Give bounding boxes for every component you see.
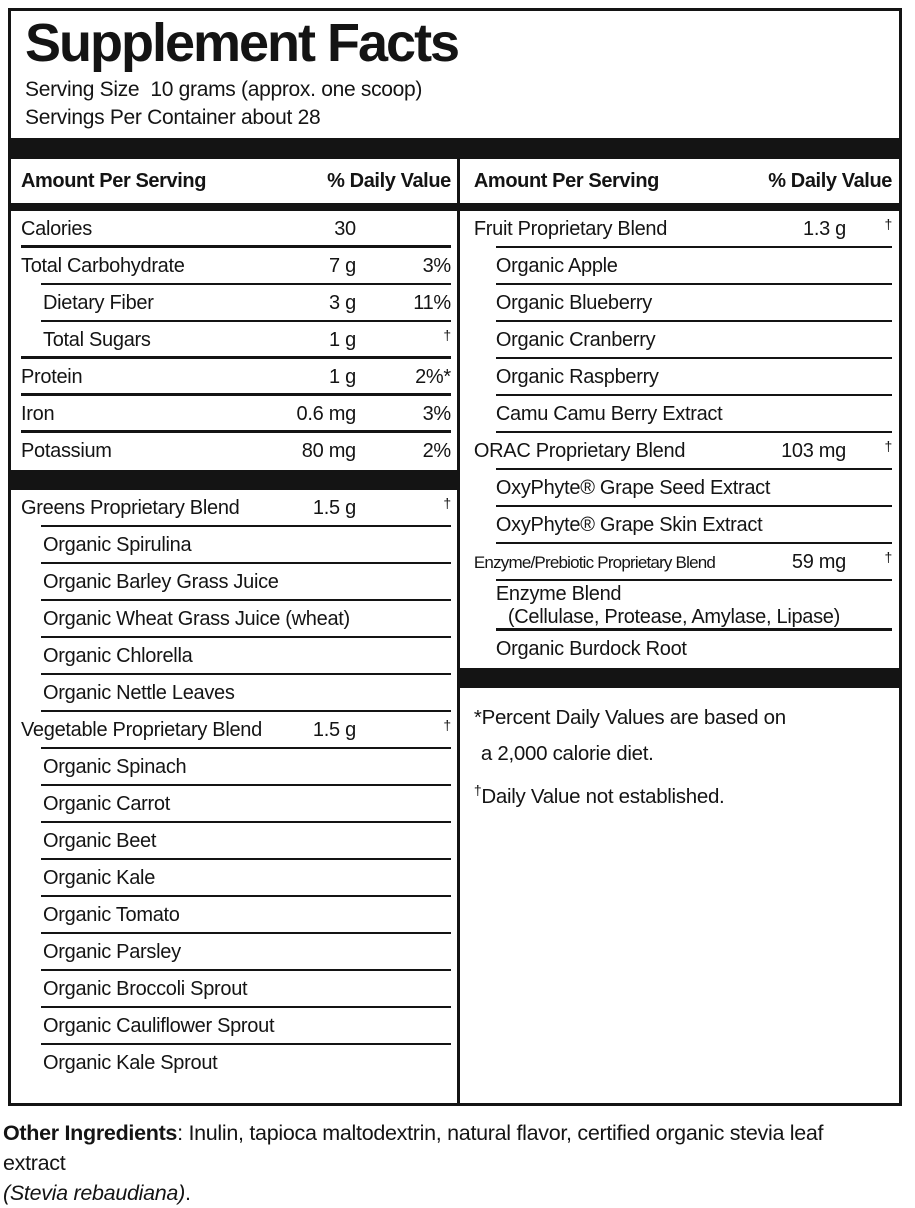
footnote-daily-value-text: Daily Value not established. <box>481 784 725 808</box>
row-dv: 2%* <box>415 366 451 388</box>
nutrient-row <box>11 322 457 359</box>
servings-per-container-line: Servings Per Container about 28 <box>25 106 321 129</box>
row-amount: 80 mg <box>301 440 356 462</box>
row-name: Organic Tomato <box>43 904 180 926</box>
row-name: Organic Chlorella <box>43 645 193 667</box>
nutrient-row <box>11 675 457 712</box>
row-name: Iron <box>21 403 55 425</box>
row-name: Organic Cauliflower Sprout <box>43 1015 275 1037</box>
nutrient-row <box>460 248 899 285</box>
nutrient-row <box>11 786 457 823</box>
row-name: OxyPhyte® Grape Seed Extract <box>495 477 771 499</box>
header-divider-bar <box>460 203 899 211</box>
row-dv: † <box>443 327 451 343</box>
nutrient-row <box>460 581 899 631</box>
page-title: Supplement Facts <box>25 13 459 73</box>
nutrient-row <box>460 359 899 396</box>
row-dv: † <box>884 438 892 454</box>
row-name: Organic Broccoli Sprout <box>43 978 248 1000</box>
row-name: Organic Spinach <box>43 756 187 778</box>
header-divider-bar <box>11 203 457 211</box>
row-name: Total Sugars <box>43 329 151 351</box>
row-name: Organic Blueberry <box>495 292 652 314</box>
section-divider-bar <box>11 470 457 490</box>
footnotes <box>460 688 899 815</box>
nutrient-row <box>460 631 899 668</box>
row-name: Enzyme Blend (Cellulase, Protease, Amylase, Lipase) <box>495 583 840 628</box>
footnote-daily-value <box>474 772 892 815</box>
row-name: Camu Camu Berry Extract <box>495 403 723 425</box>
row-name: Vegetable Proprietary Blend <box>21 719 262 741</box>
row-amount: 103 mg <box>781 440 846 462</box>
rows-list-left <box>11 211 457 1082</box>
row-name: Total Carbohydrate <box>21 255 185 277</box>
row-dv: 2% <box>422 440 451 462</box>
nutrient-row <box>11 433 457 470</box>
row-name: Organic Apple <box>495 255 618 277</box>
row-name: Organic Kale <box>43 867 156 889</box>
row-name: Fruit Proprietary Blend <box>473 218 668 240</box>
row-dv: 3% <box>422 255 451 277</box>
row-name: Protein <box>21 366 83 388</box>
column-right-header <box>460 159 899 203</box>
row-amount: 59 mg <box>791 551 846 573</box>
nutrient-row <box>460 470 899 507</box>
nutrient-row <box>11 1008 457 1045</box>
nutrient-row <box>11 897 457 934</box>
row-name: Organic Spirulina <box>43 534 192 556</box>
label-header <box>11 11 899 138</box>
nutrient-row <box>11 490 457 527</box>
row-name: Potassium <box>21 440 112 462</box>
column-left <box>11 159 457 1103</box>
nutrient-row <box>11 638 457 675</box>
footnote-percent-line2: a 2,000 calorie diet. <box>480 742 654 765</box>
row-amount: 1.5 g <box>312 719 356 741</box>
row-amount: 1 g <box>328 329 356 351</box>
other-ingredients-label: Other Ingredients <box>3 1121 178 1145</box>
row-name-detail: (Cellulase, Protease, Amylase, Lipase) <box>507 606 840 628</box>
nutrient-row <box>11 860 457 897</box>
column-header-dv: % Daily Value <box>768 169 892 192</box>
row-amount: 0.6 mg <box>296 403 356 425</box>
nutrient-row <box>11 971 457 1008</box>
rows-list-right <box>460 211 899 688</box>
other-ingredients <box>3 1118 888 1208</box>
column-header-dv: % Daily Value <box>327 169 451 192</box>
row-dv: † <box>884 216 892 232</box>
row-name: OxyPhyte® Grape Skin Extract <box>495 514 763 536</box>
row-name: Organic Burdock Root <box>495 638 687 660</box>
nutrient-row <box>460 396 899 433</box>
other-ingredients-text: : Inulin, tapioca maltodextrin, natural flavor, certified organic stevia leaf extract <box>3 1121 824 1175</box>
row-amount: 3 g <box>328 292 356 314</box>
row-name: Greens Proprietary Blend <box>21 497 240 519</box>
row-amount: 1.5 g <box>312 497 356 519</box>
nutrient-row <box>11 1045 457 1082</box>
row-amount: 30 <box>334 218 356 240</box>
row-dv: 11% <box>413 292 451 314</box>
row-dv: † <box>443 717 451 733</box>
nutrient-row <box>11 359 457 396</box>
nutrient-row <box>460 433 899 470</box>
nutrient-row <box>460 507 899 544</box>
row-name: ORAC Proprietary Blend <box>473 440 686 462</box>
row-name: Calories <box>21 218 92 240</box>
nutrient-row <box>11 749 457 786</box>
dagger-symbol: † <box>473 782 482 798</box>
row-amount: 7 g <box>328 255 356 277</box>
nutrient-row <box>11 564 457 601</box>
columns <box>11 159 899 1103</box>
nutrient-row <box>11 285 457 322</box>
section-divider-bar <box>460 668 899 688</box>
column-left-header <box>11 159 457 203</box>
row-amount: 1 g <box>328 366 356 388</box>
top-divider-bar <box>11 138 899 159</box>
footnote-percent-line1: *Percent Daily Values are based on <box>473 706 786 729</box>
row-dv: † <box>884 549 892 565</box>
row-name: Organic Carrot <box>43 793 170 815</box>
row-amount: 1.3 g <box>803 218 846 240</box>
column-header-amount: Amount Per Serving <box>21 169 207 192</box>
nutrient-row <box>460 544 899 581</box>
nutrient-row <box>460 285 899 322</box>
row-name: Organic Nettle Leaves <box>43 682 235 704</box>
row-name: Organic Kale Sprout <box>43 1052 218 1074</box>
row-dv: 3% <box>422 403 451 425</box>
nutrient-row <box>11 712 457 749</box>
nutrient-row <box>11 248 457 285</box>
nutrient-row <box>11 601 457 638</box>
row-name: Organic Raspberry <box>495 366 659 388</box>
row-name: Organic Wheat Grass Juice (wheat) <box>43 608 350 630</box>
row-name: Enzyme/Prebiotic Proprietary Blend <box>473 552 716 572</box>
row-name: Organic Beet <box>43 830 157 852</box>
row-name: Organic Barley Grass Juice <box>43 571 279 593</box>
other-ingredients-suffix: . <box>184 1181 191 1205</box>
row-name: Dietary Fiber <box>43 292 154 314</box>
other-ingredients-latin-name: (Stevia rebaudiana) <box>3 1181 185 1205</box>
nutrient-row <box>11 527 457 564</box>
row-name: Organic Parsley <box>43 941 181 963</box>
serving-size-line: Serving Size 10 grams (approx. one scoop) <box>25 78 423 101</box>
column-right <box>457 159 899 1103</box>
column-header-amount: Amount Per Serving <box>473 169 659 192</box>
row-name: Organic Cranberry <box>495 329 656 351</box>
supplement-facts-label <box>8 8 902 1106</box>
nutrient-row <box>11 934 457 971</box>
nutrient-row <box>11 211 457 248</box>
row-dv: † <box>443 495 451 511</box>
nutrient-row <box>460 211 899 248</box>
nutrient-row <box>11 823 457 860</box>
nutrient-row <box>460 322 899 359</box>
nutrient-row <box>11 396 457 433</box>
